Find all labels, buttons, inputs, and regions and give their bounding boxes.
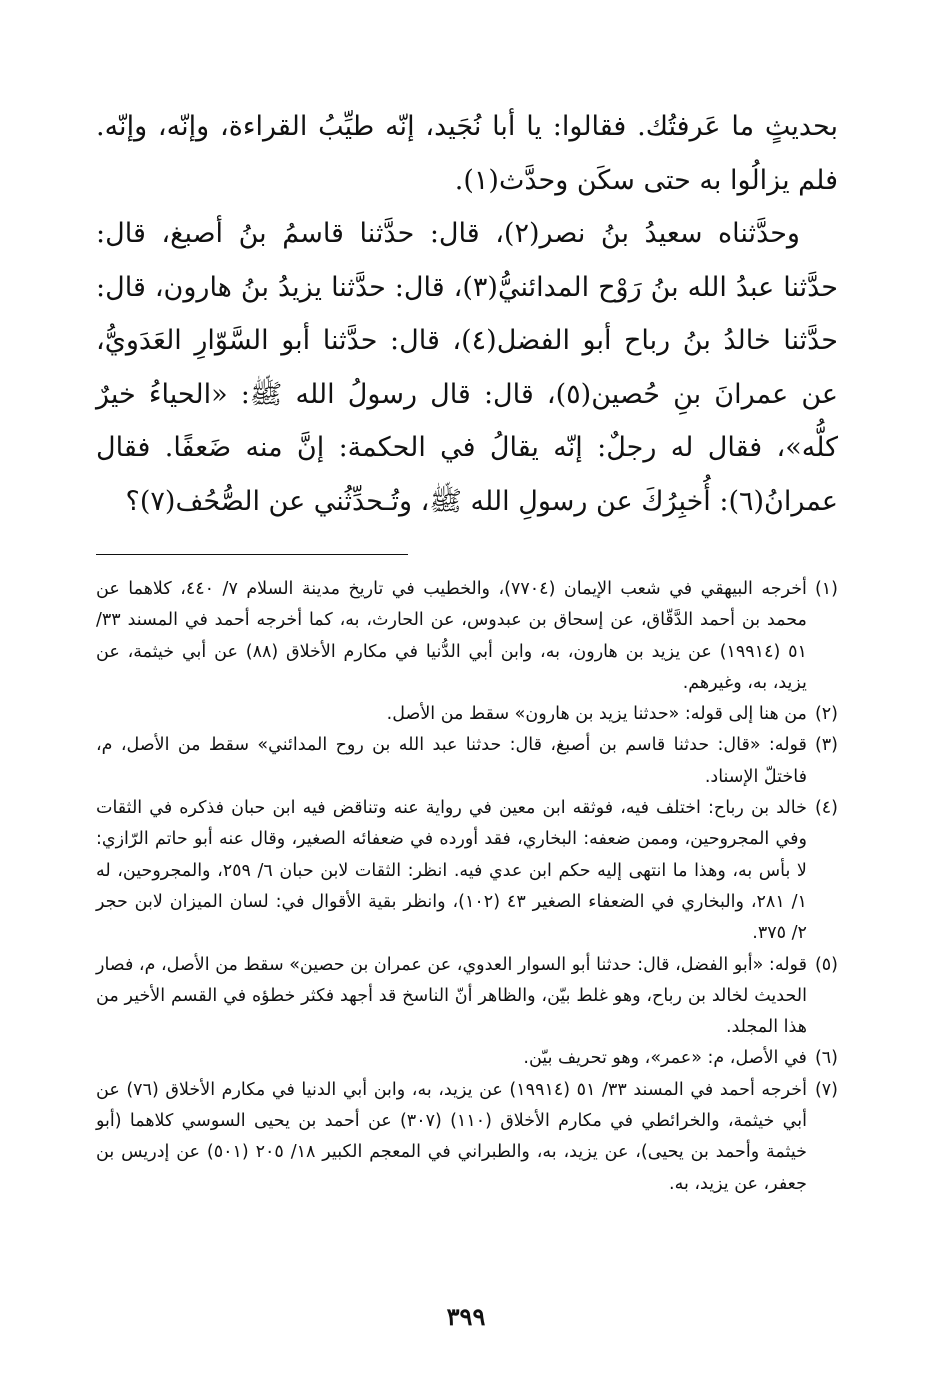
footnote-text: أخرجه أحمد في المسند ٣٣/ ٥١ (١٩٩١٤) عن يزيد، به، وابن أبي الدنيا في مكارم الأخلاق (٧٦) عن أبي خيثمة، والخرائطي في مكارم الأخلاق (١١٠) (٣٠٧) عن أحمد بن يحيى السوسي كلاهما (أبو خيثمة وأحمد بن يحيى)، عن يزيد، به، والطبراني في المعجم الكبير ١٨/ ٢٠٥ (٥٠١) عن إدريس بن جعفر، عن يزيد، به. (96, 1079, 807, 1194)
page-number: ٣٩٩ (446, 1302, 486, 1331)
footnote-separator (96, 554, 408, 555)
footnote-text: أخرجه البيهقي في شعب الإيمان (٧٧٠٤)، والخطيب في تاريخ مدينة السلام ٧/ ٤٤٠، كلاهما عن محمد بن أحمد الدَّقّاق، عن إسحاق بن عبدوس، عن الحارث، به، كما أخرجه أحمد في المسند ٣٣/ ٥١ (١٩٩١٤) عن يزيد بن هارون، به، وابن أبي الدُّنيا في مكارم الأخلاق (٨٨) عن أبي خيثمة، عن يزيد، به، وغيرهم. (96, 579, 807, 693)
main-text (96, 100, 838, 528)
footnote-number: (٥) (814, 954, 838, 975)
footnote-3 (96, 730, 838, 793)
footnotes (96, 574, 838, 1200)
paragraph-2: وحدَّثناه سعيدُ بنُ نصر(٢)، قال: حدَّثنا قاسمُ بنُ أصبغ، قال: حدَّثنا عبدُ الله بنُ رَوْح المدائنيُّ(٣)، قال: حدَّثنا يزيدُ بنُ هارون، قال: حدَّثنا خالدُ بنُ رباح أبو الفضل(٤)، قال: حدَّثنا أبو السَّوّارِ العَدَويُّ، عن عمرانَ بنِ حُصين(٥)، قال: قال رسولُ الله ﷺ: «الحياءُ خيرٌ كلُّه»، فقال له رجلٌ: إنّه يقالُ في الحكمة: إنَّ منه ضَعفًا. فقال عمرانُ(٦): أُخبِرُكَ عن رسولِ الله ﷺ، وتُـحدِّثُني عن الصُّحُف(٧)؟ (96, 218, 838, 517)
footnote-text: في الأصل، م: «عمر»، وهو تحريف بيّن. (523, 1048, 807, 1069)
footnote-number: (١) (814, 579, 838, 599)
book-page (96, 100, 838, 1350)
footnote-text: خالد بن رباح: اختلف فيه، فوثقه ابن معين في رواية عنه وتناقض فيه ابن حبان فذكره في الثقات وفي المجروحين، وممن ضعفه: البخاري، فقد أورده في ضعفائه الصغير، وقال عنه أبو حاتم الرّازي: لا بأس به، وهذا ما انتهى إليه حكم ابن عدي فيه. انظر: الثقات لابن حبان ٦/ ٢٥٩، والمجروحين، له ١/ ٢٨١، والبخاري في الضعفاء الصغير ٤٣ (١٠٢)، وانظر بقية الأقوال في: لسان الميزان لابن حجر ٢/ ٣٧٥. (96, 798, 807, 944)
footnote-number: (٧) (814, 1079, 838, 1100)
footnote-4 (96, 793, 838, 949)
footnote-text: قوله: «أبو الفضل، قال: حدثنا أبو السوار العدوي، عن عمران بن حصين» سقط من الأصل، م، فصار الحديث لخالد بن رباح، وهو غلط بيّن، والظاهر أنّ الناسخ قد أجهد فكثر خطؤه في القسم الأخير من هذا المجلد. (96, 954, 807, 1038)
footnote-5 (96, 950, 838, 1044)
paragraph-1: بحديثٍ ما عَرفتُك. فقالوا: يا أبا نُجَيد، إنّه طيِّبُ القراءة، وإنّه، وإنّه. فلم يزالُوا به حتى سكَن وحدَّث(١). (96, 111, 838, 196)
footnote-7 (96, 1075, 838, 1200)
footnote-2 (96, 699, 838, 730)
footnote-6 (96, 1043, 838, 1074)
footnote-number: (٢) (814, 704, 838, 725)
footnote-text: قوله: «قال: حدثنا قاسم بن أصبغ، قال: حدثنا عبد الله بن روح المدائني» سقط من الأصل، م، فاختلّ الإسناد. (96, 735, 807, 787)
footnote-1 (96, 574, 838, 699)
footnote-text: من هنا إلى قوله: «حدثنا يزيد بن هارون» سقط من الأصل. (386, 704, 807, 725)
footnote-number: (٦) (814, 1048, 838, 1069)
footnote-number: (٤) (814, 798, 838, 819)
footnote-number: (٣) (814, 735, 838, 756)
